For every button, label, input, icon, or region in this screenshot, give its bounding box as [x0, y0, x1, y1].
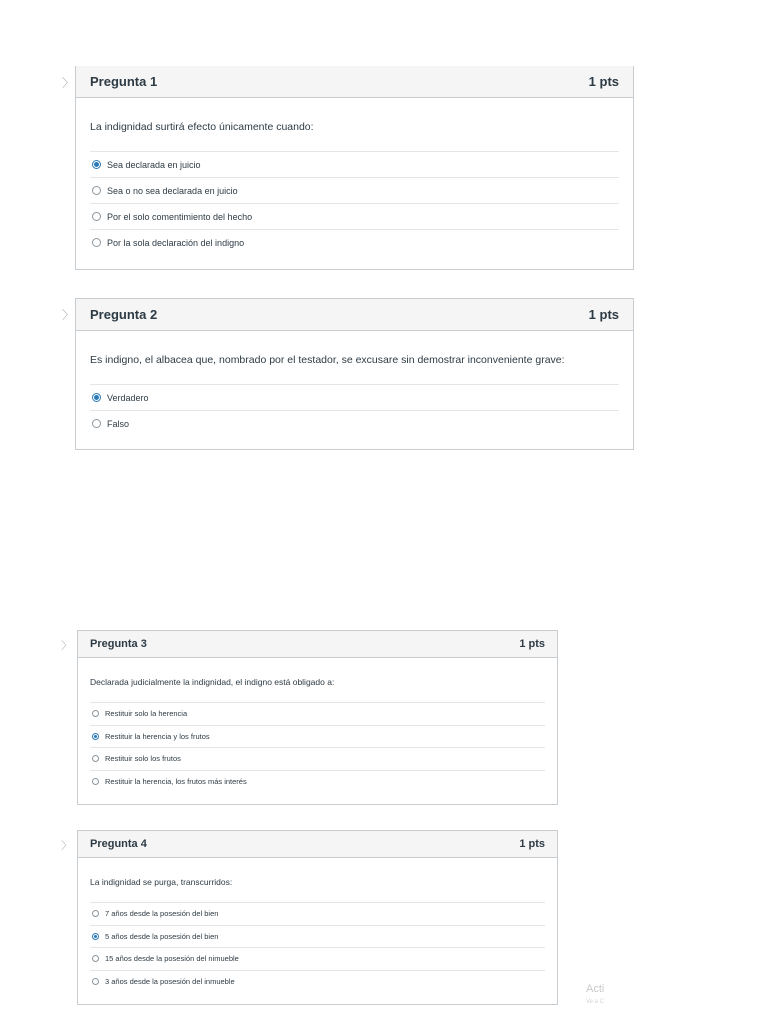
question-header: [78, 831, 557, 858]
question-points: 1 pts: [519, 638, 545, 650]
answer-list: [90, 384, 619, 436]
question-header: [76, 299, 633, 331]
answer-label: Restituir solo los frutos: [105, 754, 181, 764]
answer-option[interactable]: [90, 925, 545, 948]
question-title: Pregunta 2: [90, 307, 158, 322]
answer-label: Por el solo comentimiento del hecho: [107, 211, 253, 222]
answer-option[interactable]: [90, 770, 545, 793]
question-text: La indignidad surtirá efecto únicamente cuando:: [90, 121, 314, 133]
question-body: [76, 98, 633, 255]
radio-button[interactable]: [92, 160, 101, 169]
chevron-right-icon[interactable]: 〉: [62, 76, 75, 90]
activation-watermark: Acti: [586, 983, 605, 995]
answer-list: [90, 702, 545, 792]
answer-option[interactable]: [90, 902, 545, 925]
answer-option[interactable]: [90, 725, 545, 748]
radio-button[interactable]: [92, 238, 101, 247]
radio-button[interactable]: [92, 778, 99, 785]
chevron-right-icon[interactable]: 〉: [61, 639, 72, 652]
question-points: 1 pts: [519, 838, 545, 850]
answer-list: [90, 902, 545, 992]
chevron-right-icon[interactable]: 〉: [61, 839, 72, 852]
answer-label: Sea o no sea declarada en juicio: [107, 185, 238, 196]
answer-label: 5 años desde la posesión del bien: [105, 931, 219, 941]
answer-option[interactable]: [90, 384, 619, 410]
question-card-2: [75, 298, 634, 450]
radio-button[interactable]: [92, 910, 99, 917]
answer-option[interactable]: [90, 410, 619, 436]
chevron-right-icon[interactable]: 〉: [62, 308, 75, 322]
radio-button[interactable]: [92, 419, 101, 428]
answer-label: 3 años desde la posesión del inmueble: [105, 976, 235, 986]
radio-button[interactable]: [92, 978, 99, 985]
answer-label: Restituir la herencia, los frutos más interés: [105, 776, 247, 786]
radio-button[interactable]: [92, 212, 101, 221]
question-body: [78, 658, 557, 792]
radio-button[interactable]: [92, 933, 99, 940]
answer-option[interactable]: [90, 229, 619, 255]
question-card-1: [75, 66, 634, 270]
answer-option[interactable]: [90, 151, 619, 177]
question-body: [78, 858, 557, 992]
question-card-3: [77, 630, 558, 805]
answer-option[interactable]: [90, 702, 545, 725]
answer-label: 7 años desde la posesión del bien: [105, 909, 219, 919]
question-body: [76, 331, 633, 436]
question-header: [78, 631, 557, 658]
radio-button[interactable]: [92, 710, 99, 717]
question-points: 1 pts: [588, 307, 619, 322]
answer-label: Restituir la herencia y los frutos: [105, 731, 210, 741]
answer-label: Falso: [107, 418, 130, 429]
radio-button[interactable]: [92, 955, 99, 962]
question-title: Pregunta 1: [90, 74, 158, 89]
question-text: Declarada judicialmente la indignidad, el indigno está obligado a:: [90, 677, 335, 687]
answer-option[interactable]: [90, 203, 619, 229]
answer-label: 15 años desde la posesión del nimueble: [105, 954, 239, 964]
radio-button[interactable]: [92, 393, 101, 402]
question-text: Es indigno, el albacea que, nombrado por el testador, se excusare sin demostrar inconveniente grave:: [90, 354, 565, 366]
question-header: [76, 66, 633, 98]
radio-button[interactable]: [92, 733, 99, 740]
answer-option[interactable]: [90, 970, 545, 993]
question-text: La indignidad se purga, transcurridos:: [90, 877, 233, 887]
answer-label: Verdadero: [107, 392, 149, 403]
radio-button[interactable]: [92, 755, 99, 762]
answer-label: Restituir solo la herencia: [105, 709, 188, 719]
question-card-4: [77, 830, 558, 1005]
question-points: 1 pts: [588, 74, 619, 89]
question-title: Pregunta 4: [90, 838, 147, 850]
activation-watermark-subtext: Ve a C: [586, 999, 605, 1005]
answer-option[interactable]: [90, 177, 619, 203]
answer-option[interactable]: [90, 747, 545, 770]
answer-option[interactable]: [90, 947, 545, 970]
answer-label: Por la sola declaración del indigno: [107, 237, 245, 248]
answer-label: Sea declarada en juicio: [107, 159, 201, 170]
radio-button[interactable]: [92, 186, 101, 195]
question-title: Pregunta 3: [90, 638, 147, 650]
answer-list: [90, 151, 619, 255]
